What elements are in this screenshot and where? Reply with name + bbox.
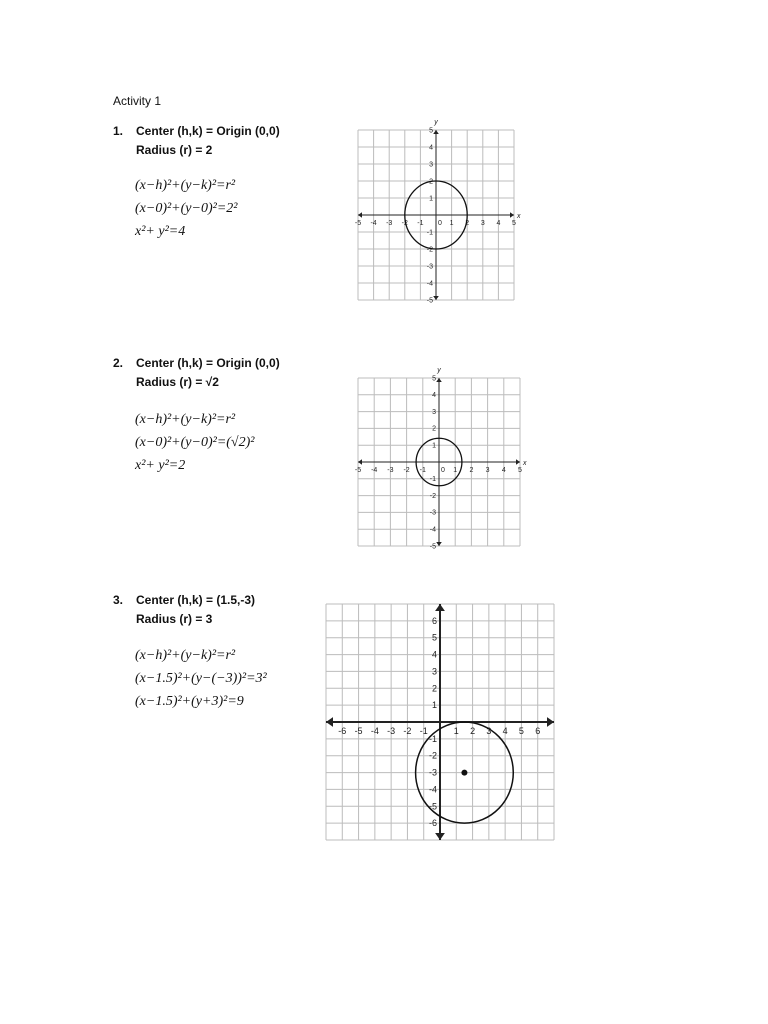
- problem-3: [113, 593, 333, 718]
- activity-title: Activity 1: [113, 94, 162, 108]
- y-tick-label: 2: [431, 683, 437, 694]
- y-tick-label: 1: [432, 442, 436, 450]
- y-tick-label: -1: [428, 733, 437, 744]
- y-tick-label: -5: [428, 801, 437, 812]
- y-tick-label: 6: [431, 615, 437, 626]
- equation-substituted: (x−0)²+(y−0)²=2²: [135, 201, 238, 216]
- x-tick-label: 1: [453, 467, 458, 474]
- y-axis-label: y: [437, 367, 441, 374]
- y-tick-label: 5: [429, 127, 433, 135]
- center-line: Center (h,k) = Origin (0,0): [136, 356, 280, 370]
- x-axis-label: x: [523, 460, 527, 467]
- y-tick-label: -3: [429, 509, 436, 517]
- y-tick-label: 4: [429, 144, 433, 152]
- graph-problem-3: [320, 598, 560, 843]
- x-tick-label: 2: [469, 467, 474, 474]
- equation-result: (x−1.5)²+(y+3)²=9: [135, 694, 244, 709]
- x-tick-label: 1: [453, 726, 459, 736]
- y-tick-label: 2: [429, 178, 433, 186]
- axis-arrow: [510, 212, 514, 218]
- x-tick-label: 4: [496, 220, 501, 227]
- center-point: [461, 770, 467, 776]
- axis-arrow: [433, 296, 439, 300]
- y-tick-label: -4: [426, 280, 433, 288]
- x-tick-label: -2: [403, 726, 412, 736]
- x-tick-label: 3: [486, 726, 492, 736]
- axis-arrow: [326, 717, 333, 727]
- equation-result: x²+ y²=2: [135, 458, 186, 473]
- problem-2: [113, 356, 333, 481]
- x-tick-label: 5: [518, 467, 522, 474]
- problem-number: 1.: [113, 124, 124, 138]
- y-tick-label: -4: [428, 784, 437, 795]
- axis-arrow: [516, 459, 520, 465]
- y-tick-label: 3: [431, 666, 437, 677]
- y-tick-label: 4: [431, 649, 437, 660]
- radius-line: Radius (r) = 3: [136, 612, 213, 626]
- equation-general: (x−h)²+(y−k)²=r²: [135, 648, 236, 663]
- x-tick-label: -6: [338, 726, 347, 736]
- x-tick-label: 3: [480, 220, 485, 227]
- y-axis-label: y: [434, 119, 438, 126]
- x-tick-label: -2: [401, 220, 408, 227]
- x-tick-label: -4: [371, 467, 378, 474]
- x-tick-label: -5: [354, 467, 362, 474]
- y-tick-label: 1: [429, 195, 433, 203]
- x-tick-label: 6: [535, 726, 541, 736]
- y-tick-label: -3: [428, 767, 437, 778]
- axis-arrow: [358, 212, 362, 218]
- x-tick-label: 5: [518, 726, 524, 736]
- x-tick-label: 5: [512, 220, 516, 227]
- y-tick-label: 3: [429, 161, 433, 169]
- x-tick-label: -1: [419, 467, 426, 474]
- x-tick-label: -3: [386, 220, 393, 227]
- x-tick-label: 3: [485, 467, 490, 474]
- axis-arrow: [436, 378, 442, 382]
- axis-arrow: [433, 130, 439, 134]
- graph-problem-1: [340, 110, 521, 305]
- x-tick-label: -5: [354, 220, 362, 227]
- x-tick-label: 4: [502, 726, 508, 736]
- y-tick-label: 4: [432, 392, 436, 400]
- y-tick-label: -5: [426, 297, 433, 305]
- graph-problem-2: [340, 360, 530, 550]
- x-tick-label: 2: [465, 220, 470, 227]
- problem-number: 2.: [113, 356, 124, 370]
- equation-substituted: (x−0)²+(y−0)²=(√2)²: [135, 435, 255, 450]
- axis-arrow: [435, 604, 445, 611]
- x-axis-label: x: [517, 213, 521, 220]
- y-tick-label: -6: [428, 818, 437, 829]
- center-line: Center (h,k) = (1.5,-3): [136, 593, 256, 607]
- x-tick-label: 1: [449, 220, 454, 227]
- x-tick-label: -3: [387, 467, 394, 474]
- y-tick-label: -2: [428, 750, 437, 761]
- axis-arrow: [547, 717, 554, 727]
- x-tick-label: -1: [419, 726, 428, 736]
- y-tick-label: 5: [432, 375, 436, 383]
- axis-arrow: [435, 833, 445, 840]
- y-tick-label: 2: [432, 425, 436, 433]
- y-tick-label: -4: [429, 526, 436, 534]
- equation-general: (x−h)²+(y−k)²=r²: [135, 412, 236, 427]
- equation-result: x²+ y²=4: [135, 224, 186, 239]
- problem-number: 3.: [113, 593, 124, 607]
- problem-1: [113, 124, 333, 244]
- y-tick-label: -2: [429, 492, 436, 500]
- x-tick-label: 4: [501, 467, 506, 474]
- x-tick-label: -4: [370, 726, 379, 736]
- x-tick-label: -5: [354, 726, 363, 736]
- x-tick-label: -3: [387, 726, 396, 736]
- equation-substituted: (x−1.5)²+(y−(−3))²=3²: [135, 671, 267, 686]
- y-tick-label: -5: [429, 543, 436, 551]
- y-tick-label: 5: [431, 632, 437, 643]
- x-tick-label: 0: [441, 467, 445, 474]
- center-line: Center (h,k) = Origin (0,0): [136, 124, 280, 138]
- axis-arrow: [436, 542, 442, 546]
- x-tick-label: 0: [438, 220, 442, 227]
- x-tick-label: -1: [417, 220, 424, 227]
- x-tick-label: 2: [470, 726, 476, 736]
- radius-line: Radius (r) = 2: [136, 143, 213, 157]
- x-tick-label: -4: [370, 220, 377, 227]
- equation-general: (x−h)²+(y−k)²=r²: [135, 178, 236, 193]
- y-tick-label: -1: [426, 229, 433, 237]
- radius-line: Radius (r) = √2: [136, 375, 219, 389]
- y-tick-label: 3: [432, 408, 436, 416]
- axis-arrow: [358, 459, 362, 465]
- y-tick-label: -3: [426, 263, 433, 271]
- y-tick-label: -2: [426, 246, 433, 254]
- y-tick-label: -1: [429, 476, 436, 484]
- x-tick-label: -2: [403, 467, 410, 474]
- y-tick-label: 1: [431, 700, 437, 711]
